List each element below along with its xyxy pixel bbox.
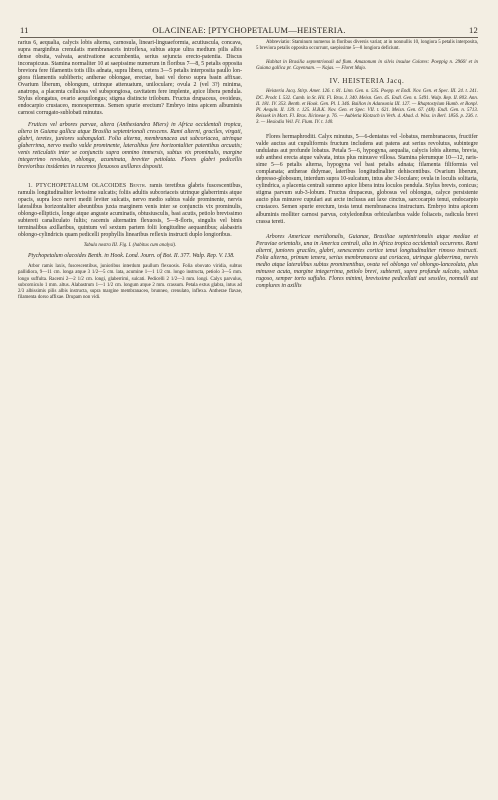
species-references: Ptychopetalum olacoides Benth. in Hook. Lond. Journ. of Bot. II. 377. Walp. Rep. V. 138. <box>28 253 235 260</box>
abbreviation-note: Abbreviatio: Staminum numerus in floribus diversis variat; at in nonnullis 10, longiora 5 petalis interposita, 5 breviora petalis opposita occurrunt, saepissime 5—8 longiora deficiunt. <box>256 40 478 52</box>
genus-habit-paragraph-right: Arbores Americae meridionalis, Guianae, Brasiliae septentrionalis atque mediae et Peruviae orientalis, una in America centrali, alia in Africa tropica occidentali occurrens. Rami alterni, juniores graciles, glabri, senescentes cortice tenui longitudinaliter rimoso instructi. Folia alterna, primum tenera, serius membranacea aut coriacea, utrinque glaberrima, nervis medio atque lateralibus subtus prominentibus, ovata vel oblonga vel oblongo-lanceolata, plus minusve acuta, margine integerrima, petiolo brevi, subtereti, supra profunde sulcato, subtus rugoso, semper torto suffulto. Flores minimi, brevissime pedicellati aut sessiles, nonnulli aut complures in axillis <box>256 233 478 289</box>
page-number-left: 11 <box>20 25 29 35</box>
genus-description-continued: rarius 6, aequalia, calycis lobis alterna, carnosula, lineari-linguaeformia, acutiuscula, concava, supra marginibus crenulatis membranaceis introflexa, subtus atque ultra medium pilis albis dense obsita, valvata, aestivatione accumbentia, serius sejuncta erecto-patentia. Discus inconspicuus. Stamina normaliter 10 at saepissime numerum in floribus 7—8, 5 petalis opposita breviora fere filamentis totis illis adnata, supra libera, cetera 3—5 petalis interposita paullo longiora filamentis subliberis; antherae oblongae, erectae, basi vel dorso supra basin affixae. Ovarium liberum, oblongum, utrinque attenuatum, uniloculare; ovula 2 (vel 3?) minima, anatropa, a placenta cellulosa vel subspongiosa, cavitatem fere implente, apice libera pendula. Stylus elongatus, ovario aequilongus; stigma distincte trilobum. Fructus drupaceus, ovoideus, endocarpio crustaceo, monospermus. Semen spurie erectum? Embryo intra apicem albuminis carnosi corrugato-sublobati minutus. <box>18 40 242 117</box>
header-rule <box>20 37 478 38</box>
genus-habit-paragraph: Frutices vel arbores parvae, altera (Anthesiandra Miers) in Africa occidentali tropica, altera in Guiana gallica atque Brasilia septentrionali crescens. Rami alterni, graciles, virgati, glabri, teretes, juniores subangulati. Folia alterna, membranacea aut subcoriacea, utrinque glaberrima, nervo medio valde prominente, lateralibus fere horizontaliter patentibus arcuatis; venis reticulatis inter se conjunctis supra omnino immersis, subtus vix prominulis, margine integerrimo revoluto, oblonga, acuminata, breviter petiolata. Flores glabri pedicellis brevioribus insidentes in racemos flexuosos axillares dispositi. <box>18 121 242 170</box>
running-title: OLACINEAE: [PTYCHOPETALUM—HEISTERIA. <box>152 25 346 35</box>
page-header <box>20 25 478 37</box>
left-column <box>18 40 242 301</box>
species-description: Arbor ramis laxis, fuscescentibus, junioribus interdum paullum flexuosis. Folia obovato viridia, subtus pallidiora, 9—11 cm. longa atque 3 1/2—5 cm. lata, acumine 1—1 1/2 cm. longo instructa, petiolo 3—5 mm. longo suffulta. Racemi 2—2 1/2 cm. longi, glaberrimi, sulcati. Pedicelli 2 1/2—3 mm. longi. Calyx parvulus, subcorniculo 1 mm. altus. Alabastrum 1—1 1/2 cm. longum atque 2 mm. crassum. Petala extus glabra, intus ad 2/3 albissimis pilis albis instructa, supra margine membranaceo, brunneo, crenulato, inflexa. Antherae flavae, filamenta dorso affixae. Drupam non vidi. <box>18 264 242 300</box>
species-diagnosis: ramis teretibus glabris fuscescentibus, ramulis longitudinaliter levissime sulcatis; foliis adultis subcoriaceis utrinque glaberrimis atque opacis, supra loco nervi medii leviter sulcatis, nervo medio subtus valde prominente, nervis lateralibus horizontaliter abeuntibus juxta marginem venis inter se conjunctis vix prominulis, oblongo-ellipticis, longe atque anguste acuminatis, obtusiusculis, basi acutis, petiolo brevissimo subtereti canaliculato fultis; racemis alternatim flexuosis, 5—8-floris, singulis vel binis terminalibus axillaribus, quintum vel sextum partem folii longitudine aequantibus; alabastris oblongo-cylindricis quam pedicelli prophyllis linearibus reflexis instructi duplo longioribus. <box>18 182 243 239</box>
habitat-note: Habitat in Brasilia septentrionali ad flum. Amazonum in silvis insulae Colares: Poeppig n. 2966! et in Guiana gallica pr. Cayennam. — Najas. — Floret Majo. <box>256 60 478 72</box>
genus-synonymy: Heisteria Jacq. Stirp. Amer. 126. t. 81. Linn. Gen. n. 535. Poepp. et Endl. Nov. Gen. et Spec. III. 24. t. 241. DC. Prodr. I. 532. Camb. in St. Hil. Fl. Bras. I. 340. Meisn. Gen. 45. Endl. Gen. n. 5491. Walp. Rep. II. 803. Ann. II. 181. IV. 353. Benth. et Hook. Gen. Pl. I. 346. Baillon in Adansonia III. 127. — Rhaptostylum Humb. et Bonpl. Pl. Aequin. II. 139. t. 125. H.B.K. Nov. Gen. et Spec. VII. t. 621. Meisn. Gen. 67. (48). Endl. Gen. n. 5713. Reissek in Mart. Fl. Bras. Ilicineae p. 76. — Aubletia Klotzsch in Verh. d. Abad. d. Wiss. in Berl. 1856. p. 236. t. 3. — Hesiodia Vell. Fl. Flum. IV. t. 140. <box>256 89 478 125</box>
species-heading: 1. PTYCHOPETALUM OLACOIDES Benth. <box>28 182 147 189</box>
genus-heading: IV. HEISTERIA Jacq. <box>329 77 405 86</box>
page-number-right: 12 <box>469 25 478 35</box>
right-column <box>256 40 478 290</box>
genus-description: Flores hermaphroditi. Calyx minutus, 5—6-dentatus vel -lobatus, membranaceus, fructifer valde auctus aut cupuliformis fructum includens aut patens aut serius revolutus, subintegre undulatus aut profunde lobatus. Petala 5—6, hypogyna, aequalia, calycis lobis alterna, brevia, sub anthesi erecta atque valvata, intus plus minusve villosa. Stamina plerumque 10—12, rarissime 5—6 petalis alterna, hypogyna vel basi petalis adnata; filamenta filiformia vel complanata; antherae didymae, lateribus longitudinaliter dehiscentibus. Ovarium liberum, depresso-globosum, interdum supra 10-sulcatum, intus abe 3-loculare; ovula in loculis solitaria, cylindrica, a placenta centrali summo apice libera intra loculos pendula. Stylus brevis, conicus; stigma parvum sub-3-lobum. Fructus drupaceus, globosus vel oblongus, calyce persistente aucto plus minusve cupulari aut arcte inclusus aut laxe cinctus, sarcocarpio tenui, endocarpio crustaceo. Semen spurie erectum, testa tenui membranacea instructum. Embryo intra apicem albuminis molliter carnosi parvus, cotyledonibus orbicularibus valde foliaceis, radicula brevi crassa tereti. <box>256 133 479 225</box>
plate-reference: Tabula nostra III. Fig. I. (habitus cum analysi). <box>83 243 177 249</box>
